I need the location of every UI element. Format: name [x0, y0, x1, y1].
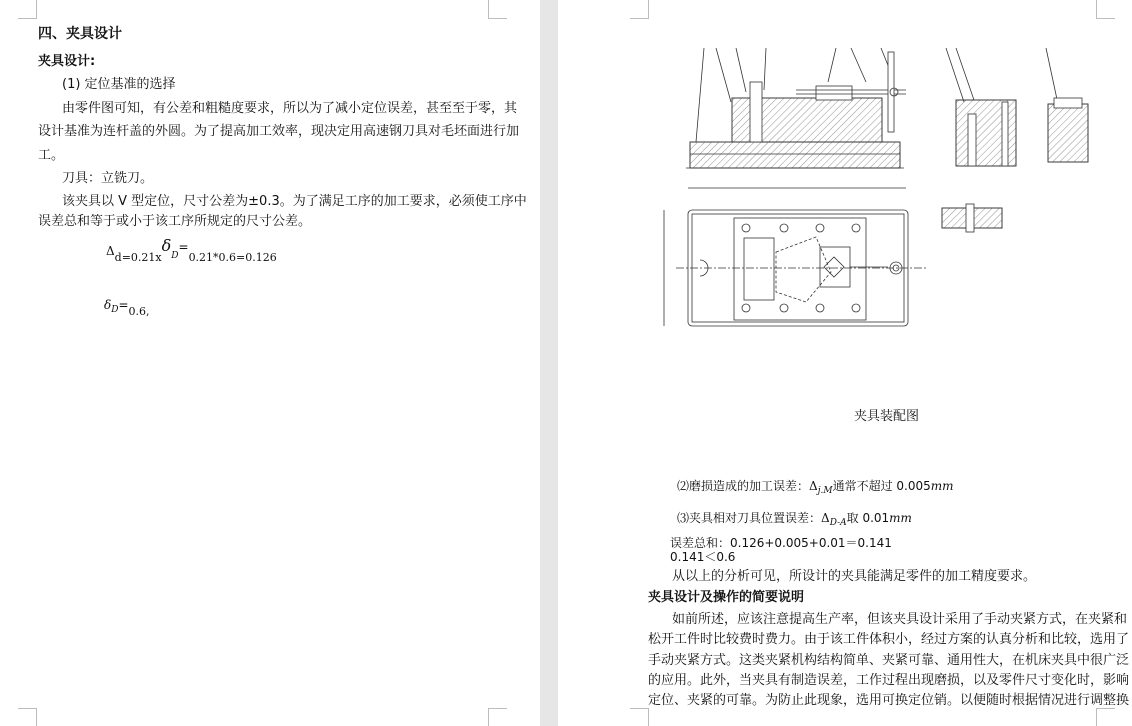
right-page	[558, 0, 1132, 726]
formula-text: 0.21*0.6=0.126	[188, 251, 277, 264]
unit-text: mm	[889, 511, 912, 525]
paragraph-line: 手动夹紧方式。这类夹紧机构结构简单、夹紧可靠、通用性大，在机床夹具中很广泛	[648, 653, 1130, 668]
left-page	[0, 0, 540, 726]
paragraph-line: 设计基准为连杆盖的外圆。为了提高加工效率，现决定用高速钢刀具对毛坯面进行加	[38, 124, 520, 139]
formula-text: =	[118, 298, 129, 312]
item-text: ⑵磨损造成的加工误差：	[677, 479, 810, 493]
item-text: 通常不超过 0.005	[832, 479, 931, 493]
crop-mark	[488, 0, 507, 19]
formula-text: =	[178, 240, 189, 254]
formula-symbol: Δ	[106, 244, 115, 258]
tool-line: 刀具：立铣刀。	[62, 171, 154, 186]
conclusion-line: 从以上的分析可见，所设计的夹具能满足零件的加工精度要求。	[672, 569, 1037, 584]
crop-mark	[630, 708, 649, 726]
formula-symbol: δ	[104, 298, 112, 312]
paragraph-line: 松开工件时比较费时费力。由于该工件体积小，经过方案的认真分析和比较，选用了	[648, 632, 1130, 647]
paragraph-line: 的应用。此外，当夹具有制造误差，工作过程出现磨损，以及零件尺寸变化时，影响	[648, 673, 1130, 688]
crop-mark	[488, 708, 507, 726]
crop-mark	[1096, 0, 1115, 19]
formula-2	[104, 297, 150, 320]
section-heading: 夹具设计及操作的简要说明	[648, 590, 805, 605]
item-text: ⑶夹具相对刀具位置误差：	[677, 511, 822, 525]
formula-subscript: D	[111, 305, 119, 315]
unit-text: mm	[930, 479, 954, 493]
formula-text: 0.6,	[128, 305, 150, 318]
formula-symbol: Δ	[809, 479, 818, 493]
crop-mark	[1096, 708, 1115, 726]
crop-mark	[18, 0, 37, 19]
paragraph-line: 定位、夹紧的可靠。为防止此现象，选用可换定位销。以便随时根据情况进行调整换	[648, 693, 1130, 708]
formula-subscript: D	[171, 251, 179, 261]
subheading: 夹具设计:	[38, 54, 96, 69]
error-sum: 误差总和：0.126+0.005+0.01＝0.141	[670, 536, 892, 550]
item-text: 取 0.01	[846, 511, 890, 525]
formula-subscript: D-A	[829, 518, 847, 528]
crop-mark	[18, 708, 37, 726]
formula-text: d=0.21x	[114, 251, 162, 264]
list-item-2	[677, 478, 954, 499]
paragraph-line: 该夹具以 V 型定位，尺寸公差为±0.3。为了满足工序的加工要求，必须使工序中	[62, 194, 527, 209]
paragraph-line: 如前所述，应该注意提高生产率，但该夹具设计采用了手动夹紧方式，在夹紧和	[672, 612, 1128, 627]
list-item-3	[677, 510, 912, 531]
section-heading: 四、夹具设计	[38, 26, 122, 42]
page-gutter	[540, 0, 558, 726]
figure-caption: 夹具装配图	[854, 409, 920, 424]
error-compare: 0.141＜0.6	[670, 550, 736, 564]
formula-symbol: δ	[161, 236, 172, 255]
fixture-assembly-drawing	[656, 42, 1096, 342]
paragraph-line: 工。	[38, 148, 65, 163]
paragraph-line: 误差总和等于或小于该工序所规定的尺寸公差。	[38, 214, 312, 229]
formula-symbol: Δ	[821, 511, 830, 525]
crop-mark	[630, 0, 649, 19]
list-item-1: (1) 定位基准的选择	[62, 77, 176, 92]
formula-subscript: j.M	[817, 486, 833, 496]
paragraph-line: 由零件图可知，有公差和粗糙度要求，所以为了减小定位误差，甚至至于零，其	[62, 101, 518, 116]
formula-1	[106, 238, 277, 266]
